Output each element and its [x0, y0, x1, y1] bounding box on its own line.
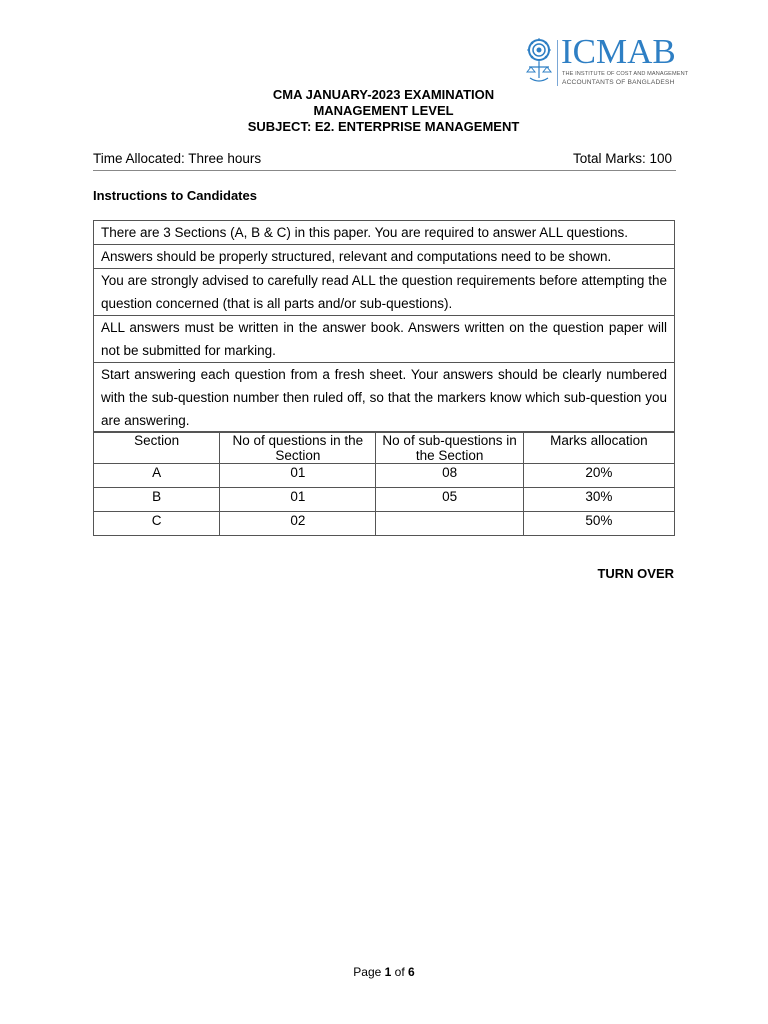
instruction-item: There are 3 Sections (A, B & C) in this paper. You are required to answer ALL questions. [94, 221, 674, 245]
instruction-item: ALL answers must be written in the answer book. Answers written on the question paper will not be submitted for marking. [94, 316, 674, 363]
table-cell: B [94, 488, 220, 512]
icmab-logo [524, 32, 689, 90]
exam-header [93, 87, 674, 135]
page-current: 1 [384, 965, 392, 979]
table-header-cell: No of sub-questions in the Section [376, 432, 523, 464]
table-row [94, 464, 675, 488]
table-cell [376, 512, 523, 536]
meta-row [93, 150, 676, 171]
page-footer [0, 965, 768, 979]
table-cell: 02 [220, 512, 376, 536]
table-cell: 05 [376, 488, 523, 512]
table-cell: 50% [523, 512, 674, 536]
turn-over-label: TURN OVER [597, 566, 674, 581]
total-marks: Total Marks: 100 [572, 151, 672, 166]
page-of-word: of [394, 965, 405, 979]
logo-brand: ICMAB [561, 32, 676, 71]
table-cell: 30% [523, 488, 674, 512]
logo-divider [557, 40, 558, 86]
page-word: Page [353, 965, 382, 979]
page-total: 6 [408, 965, 415, 979]
table-row [94, 512, 675, 536]
table-cell: 01 [220, 464, 376, 488]
icmab-emblem-icon [524, 38, 554, 86]
table-cell: 08 [376, 464, 523, 488]
exam-subject: SUBJECT: E2. ENTERPRISE MANAGEMENT [247, 119, 520, 134]
table-cell: A [94, 464, 220, 488]
table-header-cell: Marks allocation [523, 432, 674, 464]
exam-level: MANAGEMENT LEVEL [313, 103, 454, 118]
time-allocated: Time Allocated: Three hours [93, 151, 262, 166]
instructions-heading: Instructions to Candidates [93, 188, 257, 203]
instruction-item: Start answering each question from a fresh sheet. Your answers should be clearly numbered with the sub-question number then ruled off, so that the markers know which sub-question you are answering. [94, 363, 674, 433]
table-cell: C [94, 512, 220, 536]
instruction-item: You are strongly advised to carefully read ALL the question requirements before attempting the question concerned (that is all parts and/or sub-questions). [94, 269, 674, 316]
instructions-box [93, 220, 675, 433]
exam-title: CMA JANUARY-2023 EXAMINATION [272, 87, 495, 102]
logo-subtitle-2: ACCOUNTANTS OF BANGLADESH [562, 79, 675, 86]
table-header-cell: Section [94, 432, 220, 464]
table-row [94, 488, 675, 512]
logo-subtitle-1: THE INSTITUTE OF COST AND MANAGEMENT [562, 71, 689, 77]
instruction-item: Answers should be properly structured, relevant and computations need to be shown. [94, 245, 674, 269]
table-cell: 01 [220, 488, 376, 512]
table-cell: 20% [523, 464, 674, 488]
table-header-row [94, 432, 675, 464]
table-header-cell: No of questions in the Section [220, 432, 376, 464]
marks-table [93, 431, 675, 536]
